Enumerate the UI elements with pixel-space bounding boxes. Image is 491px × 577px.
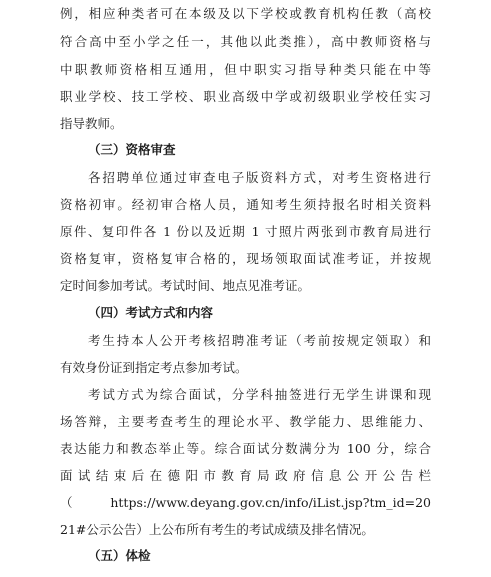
section-heading-qualification-review: （三）资格审查 <box>88 142 176 157</box>
paragraph-line: 面试结束后在德阳市教育局政府信息公开公告栏 <box>60 468 431 483</box>
paragraph-line: 中职教师资格相互通用，但中职实习指导种类只能在中等 <box>60 62 431 77</box>
section-heading-exam-method: （四）考试方式和内容 <box>88 305 214 320</box>
paragraph-line: 21#公示公告）上公布所有考生的考试成绩及排名情况。 <box>60 522 374 537</box>
paragraph-line: 资格复审，资格复审合格的，现场领取面试准考证，并按规 <box>60 251 431 266</box>
paragraph-line: 考试方式为综合面试，分学科抽签进行无学生讲课和现 <box>88 387 431 402</box>
paragraph-line: 原件、复印件各 1 份以及近期 1 寸照片两张到市教育局进行 <box>60 224 431 239</box>
paragraph-line: 各招聘单位通过审查电子版资料方式，对考生资格进行 <box>88 170 431 185</box>
url-line: （https://www.deyang.gov.cn/info/iList.jsp?tm_id=20 <box>60 495 431 510</box>
paragraph-line: 指导教师。 <box>60 116 123 131</box>
paragraph-line: 有效身份证到指定考点参加考试。 <box>60 360 248 375</box>
paragraph-line: 表达能力和教态举止等。综合面试分数满分为 100 分，综合 <box>60 441 431 456</box>
paragraph-line: 职业学校、技工学校、职业高级中学或初级职业学校任实习 <box>60 89 431 104</box>
paragraph-line: 定时间参加考试。考试时间、地点见准考证。 <box>60 278 311 293</box>
paragraph-line: 例，相应种类者可在本级及以下学校或教育机构任教（高校 <box>60 6 431 21</box>
paragraph-line: 场答辩，主要考查考生的理论水平、教学能力、思维能力、 <box>60 414 431 429</box>
paragraph-line: 考生持本人公开考核招聘准考证（考前按规定领取）和 <box>88 333 431 348</box>
paragraph-line: 资格初审。经初审合格人员，通知考生须持报名时相关资料 <box>60 197 431 212</box>
section-heading-physical-exam: （五）体检 <box>88 548 151 563</box>
paragraph-line: 符合高中至小学之任一，其他以此类推），高中教师资格与 <box>60 34 431 49</box>
